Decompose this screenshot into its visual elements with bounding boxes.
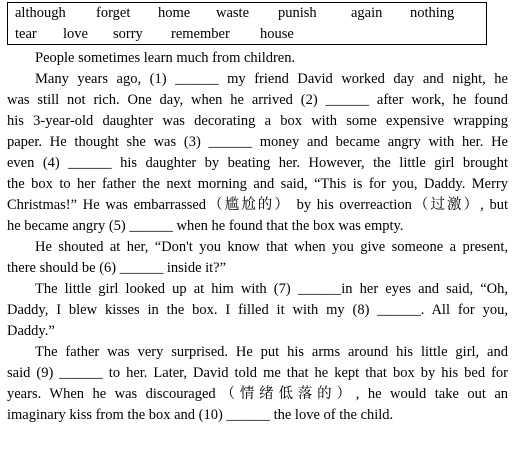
word-bank-item: love [63,26,88,42]
passage-line: there should be (6) ______ inside it?” [7,260,227,276]
word-bank-item: tear [15,26,37,42]
word-bank-item: although [15,5,66,21]
word-bank-row-2 [8,26,486,46]
passage [7,48,508,426]
passage-line: The little girl looked up at him with (7) ______in her eyes and said, “Oh, [35,281,508,297]
passage-line: his 3-year-old daughter was decorating a box with some expensive wrapping [7,113,508,129]
passage-line: He shouted at her, “Don't you know that when you give someone a present, [35,239,508,255]
passage-line: Christmas!” He was embarrassed（尴尬的） by his overreaction（过激）, but [7,197,508,213]
word-bank-item: forget [96,5,131,21]
word-bank-item: house [260,26,294,42]
passage-line: the box to her father the next morning and said, “This is for you, Daddy. Merry [7,176,508,192]
passage-line: Daddy.” [7,323,55,339]
word-bank-item: again [351,5,383,21]
passage-line: imaginary kiss from the box and (10) ______ the love of the child. [7,407,394,423]
word-bank-item: waste [216,5,250,21]
word-bank-item: home [158,5,191,21]
word-bank-item: sorry [113,26,143,42]
word-bank-item: nothing [410,5,455,21]
passage-line: Many years ago, (1) ______ my friend David worked day and night, he [35,71,508,87]
passage-line: People sometimes learn much from children. [35,50,296,66]
passage-line: The father was very surprised. He put his arms around his little girl, and [35,344,508,360]
passage-line: paper. He thought she was (3) ______ money and became angry with her. He [7,134,508,150]
passage-line: he became angry (5) ______ when he found that the box was empty. [7,218,404,234]
word-bank-item: remember [171,26,230,42]
word-bank-item: punish [278,5,317,21]
word-bank-row-1 [8,5,486,25]
passage-line: Daddy, I blew kisses in the box. I filled it with my (8) ______. All for you, [7,302,508,318]
passage-line: was still not rich. One day, when he arrived (2) ______ after work, he found [7,92,508,108]
passage-line: years. When he was discouraged（情绪低落的）, he would take out an [7,386,508,402]
word-bank-box [7,2,487,45]
passage-line: said (9) ______ to her. Later, David told me that he kept that box by his bed for [7,365,508,381]
passage-line: even (4) ______ his daughter by beating her. However, the little girl brought [7,155,508,171]
